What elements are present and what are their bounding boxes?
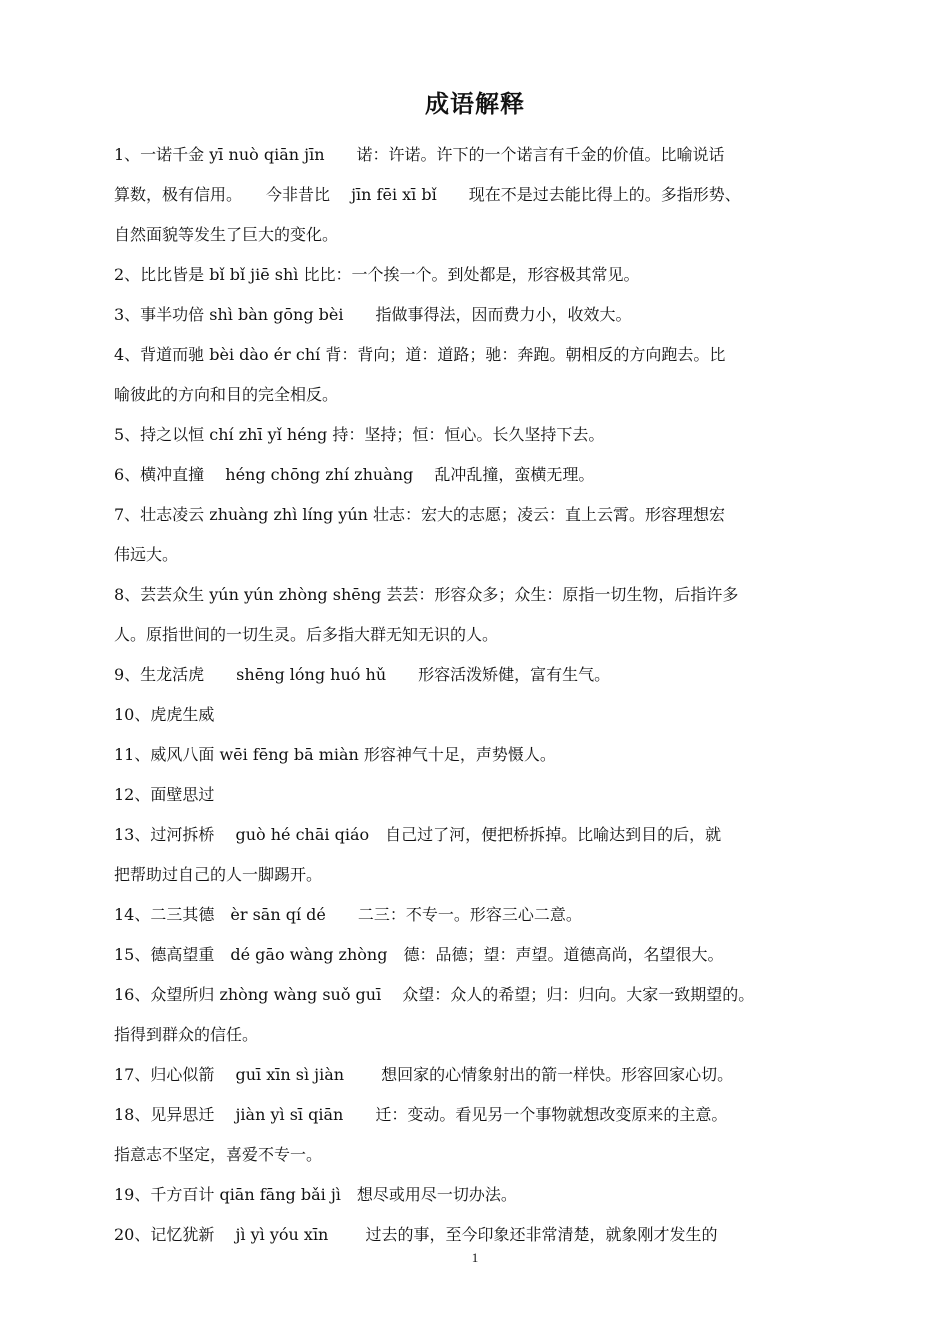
text-line: 16、众望所归 zhòng wàng suǒ guī 众望：众人的希望；归：归向。大家一致期望的。 <box>114 985 755 1004</box>
text-line: 17、归心似箭 guī xīn sì jiàn 想回家的心情象射出的箭一样快。形容回家心切。 <box>114 1065 734 1084</box>
text-line: 9、生龙活虎 shēng lóng huó hǔ 形容活泼矫健，富有生气。 <box>114 665 611 684</box>
text-line: 自然面貌等发生了巨大的变化。 <box>114 225 339 244</box>
page-title: 成语解释 <box>425 90 525 118</box>
text-line: 6、横冲直撞 héng chōng zhí zhuàng 乱冲乱撞，蛮横无理。 <box>114 465 595 484</box>
text-line: 喻彼此的方向和目的完全相反。 <box>114 385 339 404</box>
text-line: 指得到群众的信任。 <box>114 1025 259 1044</box>
text-line: 10、虎虎生威 <box>114 705 215 724</box>
text-line: 14、二三其德 èr sān qí dé 二三：不专一。形容三心二意。 <box>114 905 582 924</box>
text-line: 12、面壁思过 <box>114 785 215 804</box>
text-line: 算数，极有信用。 今非昔比 jīn fēi xī bǐ 现在不是过去能比得上的。多指形势、 <box>114 185 741 204</box>
text-line: 4、背道而驰 bèi dào ér chí 背：背向；道：道路；驰：奔跑。朝相反的方向跑去。比 <box>114 345 726 364</box>
text-line: 指意志不坚定，喜爱不专一。 <box>114 1145 323 1164</box>
text-line: 伟远大。 <box>114 545 179 564</box>
text-line: 20、记忆犹新 jì yì yóu xīn 过去的事，至今印象还非常清楚，就象刚才发生的 <box>114 1225 718 1244</box>
text-line: 15、德高望重 dé gāo wàng zhòng 德：品德；望：声望。道德高尚，名望很大。 <box>114 945 724 964</box>
page-number: 1 <box>471 1250 479 1265</box>
text-line: 人。原指世间的一切生灵。后多指大群无知无识的人。 <box>114 625 499 644</box>
text-line: 1、一诺千金 yī nuò qiān jīn 诺：许诺。许下的一个诺言有千金的价值。比喻说话 <box>114 145 725 164</box>
text-line: 5、持之以恒 chí zhī yǐ héng 持：坚持；恒：恒心。长久坚持下去。 <box>114 425 605 444</box>
text-line: 3、事半功倍 shì bàn gōng bèi 指做事得法，因而费力小，收效大。 <box>114 305 632 324</box>
text-line: 把帮助过自己的人一脚踢开。 <box>114 865 323 884</box>
text-line: 8、芸芸众生 yún yún zhòng shēng 芸芸：形容众多；众生：原指一切生物，后指许多 <box>114 585 739 604</box>
text-line: 19、千方百计 qiān fāng bǎi jì 想尽或用尽一切办法。 <box>114 1185 517 1204</box>
text-line: 2、比比皆是 bǐ bǐ jiē shì 比比：一个挨一个。到处都是，形容极其常见。 <box>114 265 640 284</box>
text-line: 18、见异思迁 jiàn yì sī qiān 迁：变动。看见另一个事物就想改变原来的主意。 <box>114 1105 728 1124</box>
text-line: 13、过河拆桥 guò hé chāi qiáo 自己过了河，便把桥拆掉。比喻达到目的后，就 <box>114 825 722 844</box>
text-line: 7、壮志凌云 zhuàng zhì líng yún 壮志：宏大的志愿；凌云：直上云霄。形容理想宏 <box>114 505 726 524</box>
text-line: 11、威风八面 wēi fēng bā miàn 形容神气十足，声势慑人。 <box>114 745 556 764</box>
idiom-list <box>114 138 839 1258</box>
